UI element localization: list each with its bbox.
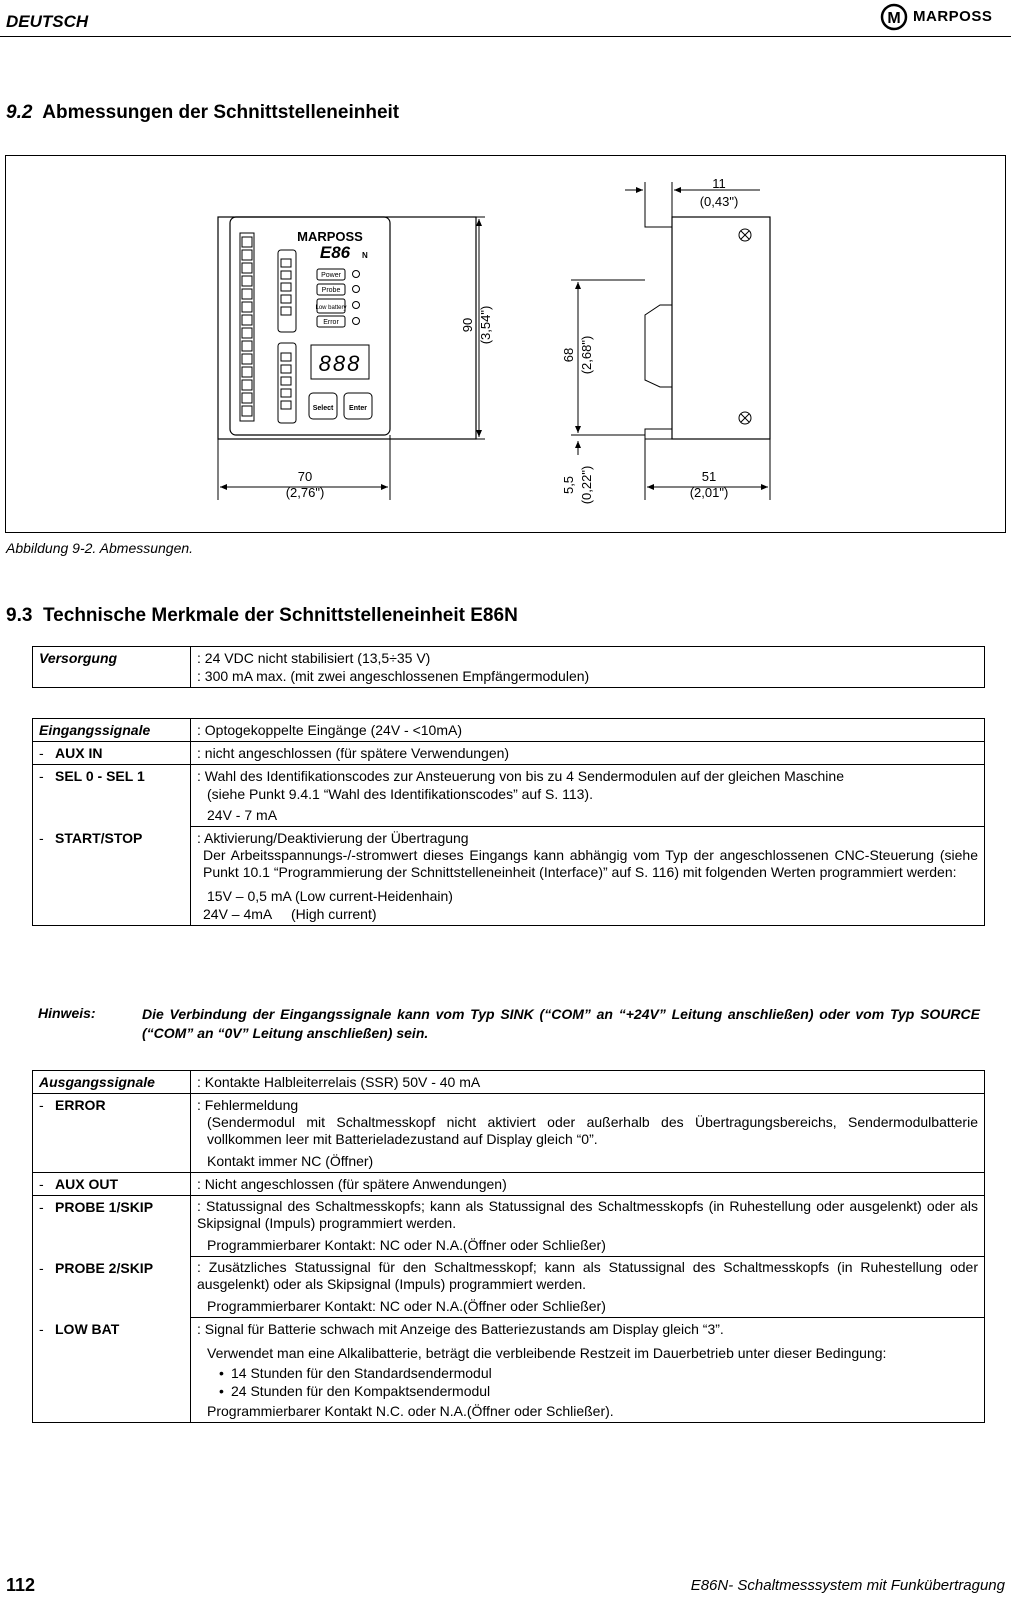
inputs-label: Eingangssignale: [33, 719, 191, 742]
table-row: [33, 1071, 985, 1094]
probe1-label: - PROBE 1/SKIP: [33, 1196, 191, 1257]
page-number: 112: [6, 1575, 36, 1595]
sel-label: - SEL 0 - SEL 1: [33, 765, 191, 827]
dim-width-in: (2,76"): [285, 485, 325, 500]
aux-in-value: : nicht angeschlossen (für spätere Verwendungen): [191, 742, 985, 765]
aux-in-label: - AUX IN: [33, 742, 191, 765]
list-item: • 14 Stunden für den Standardsendermodul: [231, 1364, 978, 1382]
btn-probe-label: Probe: [321, 287, 341, 294]
btn-lowbat-label: Low battery: [315, 305, 347, 311]
enter-key: Enter: [349, 405, 367, 412]
probe2-value: : Zusätzliches Statussignal für den Schaltmesskopf; kann als Statussignal des Schaltmesskopfs (in Ruhestellung oder ausgelenkt) oder als Skipsignal (Impuls) programmiert werden. Programmierbarer Kontakt: NC oder N.A.(Öffner oder Schließer): [191, 1257, 985, 1318]
table-row: [33, 1196, 985, 1257]
dim-width-mm: 70: [297, 469, 313, 484]
table-row: [33, 647, 985, 688]
inputs-table: [32, 718, 985, 926]
select-key: Select: [312, 405, 334, 412]
start-stop-label: - START/STOP: [33, 827, 191, 926]
dim-height-mm: 90: [460, 317, 475, 333]
section-number: 9.2: [6, 102, 33, 123]
table-row: [33, 719, 985, 742]
table-row: [33, 827, 985, 926]
dim-depth-in: (2,01"): [689, 485, 729, 500]
section-92-heading: [6, 102, 399, 124]
btn-error-label: Error: [323, 319, 339, 326]
section-title: Abmessungen der Schnittstelleneinheit: [42, 102, 400, 123]
svg-text:M: M: [887, 10, 901, 27]
note-text: Die Verbindung der Eingangssignale kann vom Typ SINK (“COM” an “+24V” Leitung anschließen) oder vom Typ SOURCE (“COM” an “0V” Leitung anschließen) sein.: [142, 1006, 980, 1041]
dim-bottom-in: (0,22"): [579, 465, 594, 505]
list-item: • 24 Stunden für den Kompaktsendermodul: [231, 1382, 978, 1400]
section-title: Technische Merkmale der Schnittstelleneinheit E86N: [42, 605, 518, 626]
note-label: Hinweis:: [38, 1005, 96, 1021]
start-stop-value: : Aktivierung/Deaktivierung der Übertragung Der Arbeitsspannungs-/-stromwert dieses Eingangs kann abhängig vom Typ der angeschlossenen CNC-Steuerung (siehe Punkt 10.1 “Programmierung der Schnittstelleneinheit (Interface)” auf S. 116) mit folgenden Werten programmiert werden: 15V – 0,5 mA (Low current-Heidenhain) 24V – 4mA (High current): [191, 827, 985, 926]
outputs-label: Ausgangssignale: [33, 1071, 191, 1094]
dim-bottom-mm: 5,5: [561, 475, 576, 495]
dimension-drawing: [5, 155, 1004, 531]
supply-line2: : 300 mA max. (mit zwei angeschlossenen Empfängermodulen): [197, 668, 590, 684]
seven-seg-display: 888: [318, 351, 362, 376]
dim-height-in: (3,54"): [478, 305, 493, 345]
front-view: [218, 217, 476, 439]
supply-line1: : 24 VDC nicht stabilisiert (13,5÷35 V): [197, 650, 431, 666]
section-number: 9.3: [6, 605, 33, 626]
supply-table: [32, 646, 985, 688]
lowbat-bullets: [197, 1364, 978, 1400]
table-row: [33, 1173, 985, 1196]
side-view: [645, 217, 770, 439]
header-language: DEUTSCH: [6, 12, 89, 31]
inputs-value: : Optogekoppelte Eingänge (24V - <10mA): [191, 719, 985, 742]
table-row: [33, 1318, 985, 1423]
table-row: [33, 742, 985, 765]
btn-power-label: Power: [321, 272, 341, 279]
dim-rail-in: (2,68"): [579, 335, 594, 375]
lowbat-value: : Signal für Batterie schwach mit Anzeige des Batteriezustands am Display gleich “3”. Verwendet man eine Alkalibatterie, beträgt die verbleibende Restzeit im Dauerbetrieb unter dieser Bedingung: • 14 Stunden für den Standardsendermodul • 24 Stunden für den Kompaktsendermodul Programmierbarer Kontakt N.C. oder N.A.(Öffner oder Schließer).: [191, 1318, 985, 1423]
dim-rail-mm: 68: [561, 347, 576, 363]
dim-top-in: (0,43"): [699, 194, 739, 209]
aux-out-label: - AUX OUT: [33, 1173, 191, 1196]
figure-caption: Abbildung 9-2. Abmessungen.: [6, 540, 194, 556]
lowbat-label: - LOW BAT: [33, 1318, 191, 1423]
supply-label: Versorgung: [33, 647, 191, 688]
table-row: [33, 1094, 985, 1173]
probe1-value: : Statussignal des Schaltmesskopfs; kann als Statussignal des Schaltmesskopfs (in Ruhestellung oder ausgelenkt) oder als Skipsignal (Impuls) programmiert werden. Programmierbarer Kontakt: NC oder N.A.(Öffner oder Schließer): [191, 1196, 985, 1257]
device-model-sub: N: [362, 251, 368, 260]
aux-out-value: : Nicht angeschlossen (für spätere Anwendungen): [191, 1173, 985, 1196]
supply-values: [191, 647, 985, 688]
header-rule: [0, 36, 1011, 37]
device-brand: MARPOSS: [297, 229, 363, 244]
logo-text: MARPOSS: [913, 8, 993, 25]
dim-depth-mm: 51: [701, 469, 717, 484]
footer-title: E86N- Schaltmesssystem mit Funkübertragung: [690, 1577, 1005, 1594]
dim-top-mm: 11: [712, 176, 726, 191]
error-value: : Fehlermeldung (Sendermodul mit Schaltmesskopf nicht aktiviert oder außerhalb des Übertragungsbereichs, Sendermodulbatterie vollkommen leer mit Batterieladezustand auf Display gleich “0”. Kontakt immer NC (Öffner): [191, 1094, 985, 1173]
section-93-heading: [6, 605, 518, 627]
probe2-label: - PROBE 2/SKIP: [33, 1257, 191, 1318]
outputs-value: : Kontakte Halbleiterrelais (SSR) 50V - 40 mA: [191, 1071, 985, 1094]
device-model: E86: [319, 243, 351, 262]
outputs-table: [32, 1070, 985, 1423]
sel-value: : Wahl des Identifikationscodes zur Ansteuerung von bis zu 4 Sendermodulen auf der gleichen Maschine (siehe Punkt 9.4.1 “Wahl des Identifikationscodes” auf S. 113). 24V - 7 mA: [191, 765, 985, 827]
error-label: - ERROR: [33, 1094, 191, 1173]
table-row: [33, 765, 985, 827]
table-row: [33, 1257, 985, 1318]
